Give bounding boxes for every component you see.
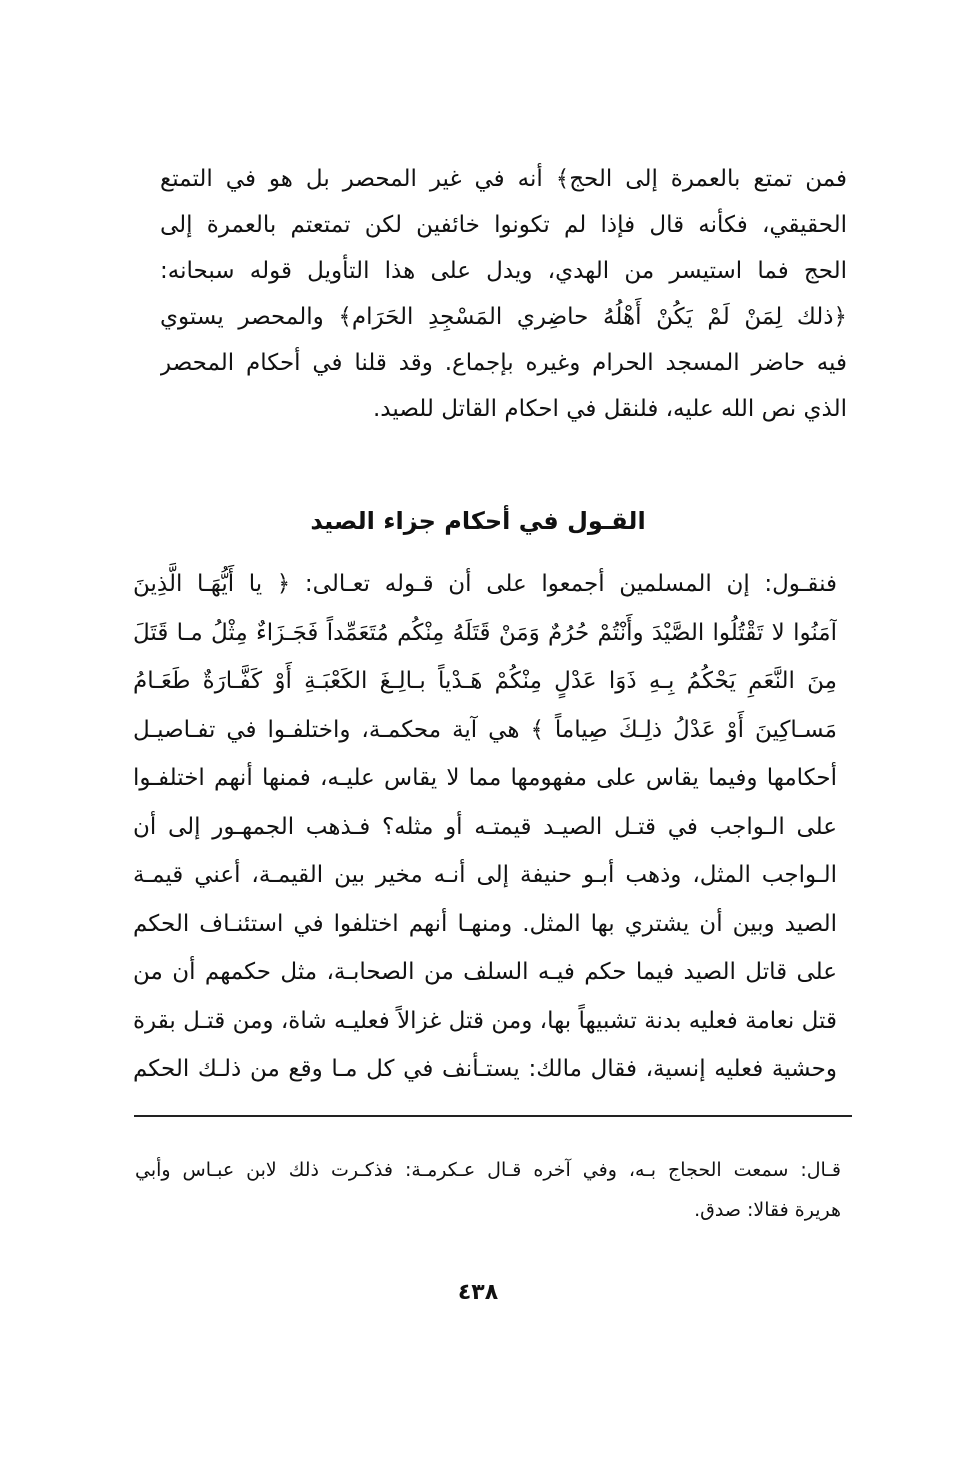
top-paragraph	[160, 156, 847, 432]
text-line: الذي نص الله عليه، فلنقل في احكام القاتل للصيد.	[373, 396, 847, 422]
footnote-line: قـال: سمعت الحجاج بـه، وفي آخره قـال عـكرمـة: فذكـرت ذلك لابن عبـاس وأبي	[135, 1159, 841, 1181]
footnote	[135, 1150, 841, 1230]
text-line: على قاتل الصيد فيما حكم فيـه السلف من الصحابـة، مثل حكمهم أن من	[133, 959, 837, 985]
text-line: قتل نعامة فعليه بدنة تشبيهاً بها، ومن قتل غزالاً فعليـه شاة، ومن قتـل بقرة	[133, 1007, 837, 1034]
section-heading: القـول في أحكام جزاء الصيد	[310, 507, 646, 535]
text-line: أحكامها وفيما يقاس على مفهومها مما لا يقاس عليـه، فمنها أنهم اختلفـوا	[133, 765, 837, 791]
text-line: مَسـاكِينَ أَوْ عَدْلُ ذلِـكَ صِياماً ﴾ هي آية محكمـة، واختلفـوا في تفـاصيـل	[133, 716, 837, 743]
text-line: ﴿ذلك لِمَنْ لَمْ يَكُنْ أَهْلُهُ حاضِري المَسْجِدِ الحَرَام﴾ والمحصر يستوي	[160, 304, 847, 330]
text-line: آمَنُوا لا تَقْتُلُوا الصَّيْدَ وأَنْتُمْ حُرُمٌ وَمَنْ قَتَلَهُ مِنْكُم مُتَعَمِّداً فَجَـزَاءٌ مِثْلُ مـا قَتَلَ	[133, 619, 837, 646]
text-line: فمن تمتع بالعمرة إلى الحج﴾ أنه في غير المحصر بل هو في التمتع	[160, 166, 847, 192]
text-line: الحج فما استيسر من الهدي، ويدل على هذا التأويل قوله سبحانه:	[160, 258, 847, 284]
text-line: الصيد وبين أن يشتري بها المثل. ومنهـا أنهم اختلفوا في استئنـاف الحكم	[133, 910, 837, 937]
text-line: فنقـول: إن المسلمين أجمعوا على أن قـوله تعـالى: ﴿ يا أَيُّهَـا الَّذِينَ	[133, 571, 837, 597]
text-line: وحشية فعليه إنسية، فقال مالك: يستـأنف في كل مـا وقع من ذلـك الحكم	[133, 1056, 837, 1082]
text-line: الـواجب المثل، وذهب أبـو حنيفة إلى أنـه مخير بين القيمـة، أعني قيمـة	[133, 862, 837, 888]
text-line: على الـواجب في قتـل الصيـد قيمتـه أو مثله؟ فـذهب الجمهـور إلى أن	[133, 813, 837, 840]
main-paragraph	[133, 560, 837, 1094]
footnote-divider	[134, 1115, 852, 1117]
footnote-line: هريرة فقالا: صدق.	[694, 1199, 841, 1221]
text-line: فيه حاضر المسجد الحرام وغيره بإجماع. وقد قلنا في أحكام المحصر	[160, 350, 847, 376]
page-number: ٤٣٨	[457, 1280, 499, 1305]
text-line: مِنَ النَّعَمِ يَحْكُمُ بِـهِ ذَوَا عَدْلٍ مِنْكُمْ هَـدْياً بـالِـغَ الكَعْبَـةِ أَوْ كَفَّـارَةٌ طَعَـامُ	[133, 668, 837, 694]
text-line: الحقيقي، فكأنه قال فإذا لم تكونوا خائفين لكن تمتعتم بالعمرة إلى	[160, 212, 847, 238]
